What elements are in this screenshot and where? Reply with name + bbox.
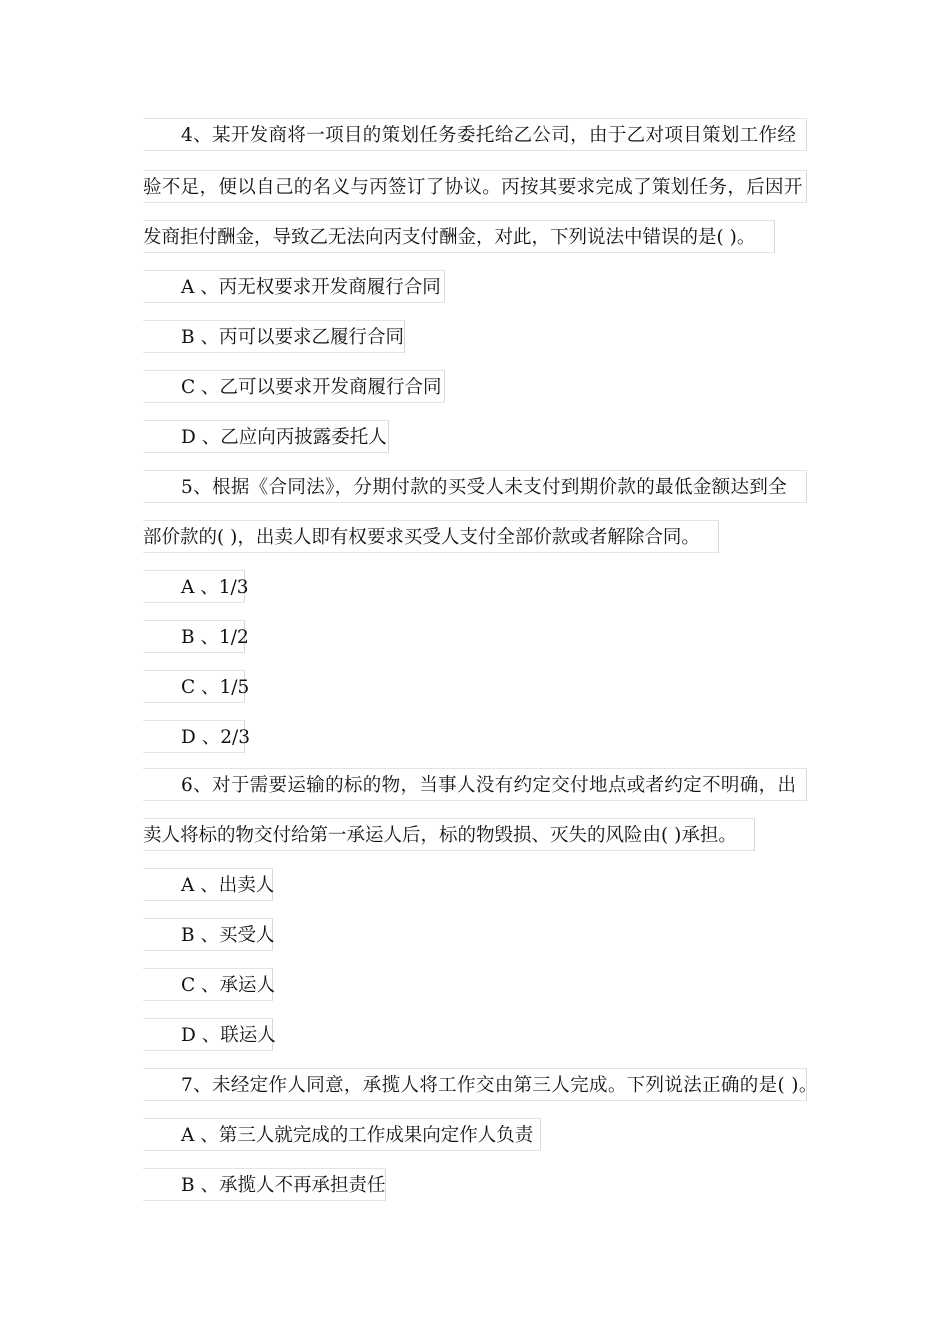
question-4-line-1: 4、某开发商将一项目的策划任务委托给乙公司，由于乙对项目策划工作经 [143,118,807,151]
question-7-option-b: B 、承揽人不再承担责任 [143,1168,386,1201]
question-4-option-c: C 、乙可以要求开发商履行合同 [143,370,445,403]
question-6-option-a: A 、出卖人 [143,868,273,901]
question-5-option-b: B 、1/2 [143,620,245,653]
question-7-line-1: 7、未经定作人同意，承揽人将工作交由第三人完成。下列说法正确的是( )。 [143,1068,807,1101]
question-4-line-3: 发商拒付酬金，导致乙无法向丙支付酬金，对此，下列说法中错误的是( )。 [143,220,775,253]
question-6-line-1: 6、对于需要运输的标的物，当事人没有约定交付地点或者约定不明确，出 [143,768,807,801]
question-5-option-d: D 、2/3 [143,720,245,753]
question-4-option-d: D 、乙应向丙披露委托人 [143,420,389,453]
question-4-line-2: 验不足，便以自己的名义与丙签订了协议。丙按其要求完成了策划任务，后因开 [143,170,807,203]
question-5-option-a: A 、1/3 [143,570,245,603]
question-4-option-b: B 、丙可以要求乙履行合同 [143,320,405,353]
question-6-option-b: B 、买受人 [143,918,273,951]
question-5-line-2: 部价款的( )，出卖人即有权要求买受人支付全部价款或者解除合同。 [143,520,719,553]
question-5-option-c: C 、1/5 [143,670,245,703]
question-5-line-1: 5、根据《合同法》，分期付款的买受人未支付到期价款的最低金额达到全 [143,470,807,503]
question-4-option-a: A 、丙无权要求开发商履行合同 [143,270,445,303]
question-7-option-a: A 、第三人就完成的工作成果向定作人负责 [143,1118,541,1151]
question-6-line-2: 卖人将标的物交付给第一承运人后，标的物毁损、灭失的风险由( )承担。 [143,818,755,851]
question-6-option-d: D 、联运人 [143,1018,273,1051]
question-6-option-c: C 、承运人 [143,968,273,1001]
